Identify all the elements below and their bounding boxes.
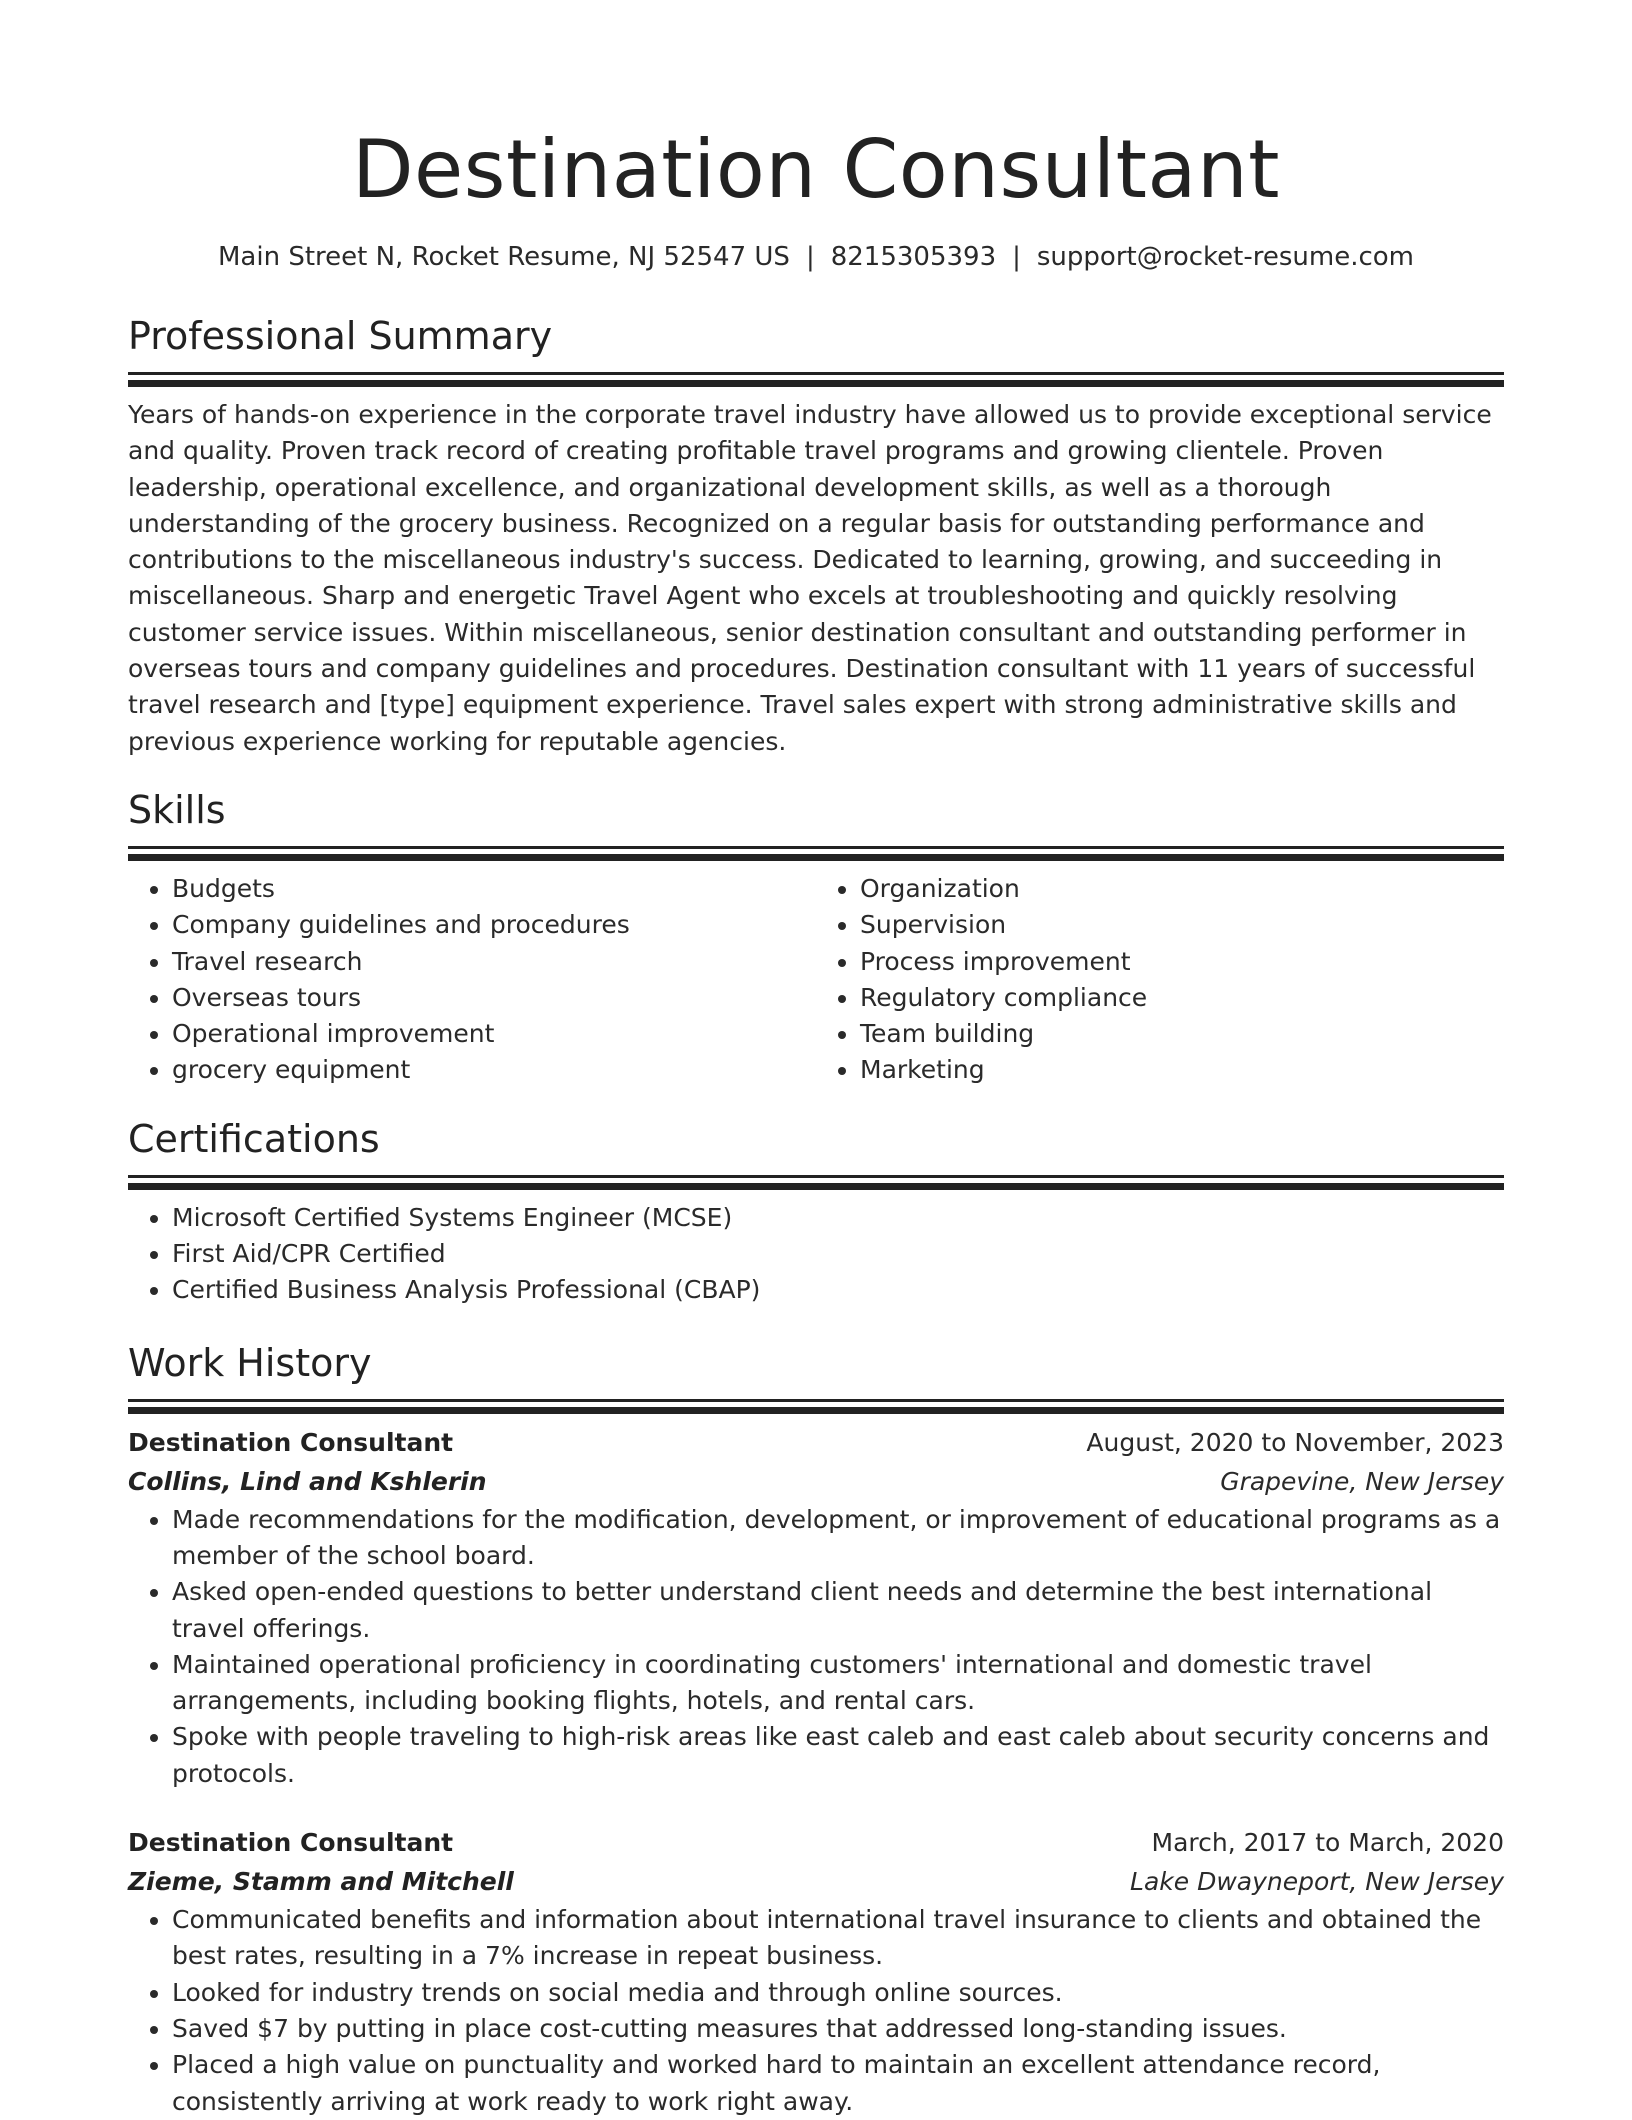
- job-location: Lake Dwayneport, New Jersey: [1130, 1867, 1504, 1897]
- job-bullet: • Communicated benefits and information about international travel insurance to clients and obtained the best rates, resulting in a 7% increase in repeat business.: [172, 1902, 1504, 1975]
- skills-section: [128, 786, 1504, 1089]
- skill-item: • Organization: [860, 871, 1504, 907]
- certifications-section: [128, 1115, 1504, 1309]
- skill-item: • Travel research: [172, 944, 816, 980]
- job-bullet: • Asked open-ended questions to better understand client needs and determine the best international travel offerings.: [172, 1574, 1504, 1647]
- job-dates: March, 2017 to March, 2020: [1151, 1828, 1504, 1858]
- job-subheader: [128, 1862, 1504, 1902]
- skills-grid: [128, 871, 1504, 1089]
- certifications-list: [128, 1200, 1504, 1309]
- resume-name: Destination Consultant: [351, 123, 1281, 216]
- contact-line: [128, 240, 1504, 274]
- section-title-certifications: Certifications: [128, 1116, 380, 1161]
- contact-separator: |: [1012, 242, 1021, 272]
- section-title-skills: Skills: [128, 787, 226, 832]
- summary-text: Years of hands-on experience in the corporate travel industry have allowed us to provide exceptional service and quality. Proven track record of creating profitable travel programs and growing clientele. Proven leadership, operational excellence, and organizational development skills, as well as a thorough understanding of the grocery business. Recognized on a regular basis for outstanding performance and contributions to the miscellaneous industry's success. Dedicated to learning, growing, and succeeding in miscellaneous. Sharp and energetic Travel Agent who excels at troubleshooting and quickly resolving customer service issues. Within miscellaneous, senior destination consultant and outstanding performer in overseas tours and company guidelines and procedures. Destination consultant with 11 years of successful travel research and [type] equipment experience. Travel sales expert with strong administrative skills and previous experience working for reputable agencies.: [128, 400, 1492, 756]
- job-header: [128, 1824, 1504, 1862]
- job-header: [128, 1424, 1504, 1462]
- job-dates: August, 2020 to November, 2023: [1086, 1427, 1504, 1457]
- skill-item: • Operational improvement: [172, 1016, 816, 1052]
- certification-item: • First Aid/CPR Certified: [172, 1236, 1504, 1272]
- job-company: Zieme, Stamm and Mitchell: [128, 1867, 514, 1897]
- skill-item: • grocery equipment: [172, 1052, 816, 1088]
- job-company: Collins, Lind and Kshlerin: [128, 1466, 487, 1496]
- skills-column-left: [128, 871, 816, 1089]
- skill-item: • Budgets: [172, 871, 816, 907]
- contact-address: Main Street N, Rocket Resume, NJ 52547 US: [218, 242, 790, 272]
- job-title: Destination Consultant: [128, 1828, 454, 1858]
- section-divider: [128, 372, 1504, 375]
- contact-separator: |: [805, 242, 815, 272]
- skill-item: • Supervision: [860, 907, 1504, 943]
- job-bullet: • Made recommendations for the modification, development, or improvement of educational programs as a member of the school board.: [172, 1502, 1504, 1575]
- skills-list-right: [816, 871, 1504, 1089]
- summary-section: [128, 312, 1504, 760]
- skill-item: • Overseas tours: [172, 980, 816, 1016]
- skill-item: • Team building: [860, 1016, 1504, 1052]
- section-divider: [128, 846, 1504, 849]
- job-entry: [128, 1424, 1504, 1792]
- skills-column-right: [816, 871, 1504, 1089]
- skill-item: • Process improvement: [860, 944, 1504, 980]
- skills-list-left: [128, 871, 816, 1089]
- certification-item: • Microsoft Certified Systems Engineer (MCSE): [172, 1200, 1504, 1236]
- section-divider: [128, 1399, 1504, 1402]
- skill-item: • Company guidelines and procedures: [172, 907, 816, 943]
- job-bullet: • Looked for industry trends on social media and through online sources.: [172, 1975, 1504, 2011]
- job-bullet-list: [128, 1502, 1504, 1792]
- job-location: Grapevine, New Jersey: [1220, 1466, 1504, 1496]
- skill-item: • Marketing: [860, 1052, 1504, 1088]
- section-divider: [128, 1175, 1504, 1178]
- job-bullet: • Maintained operational proficiency in coordinating customers' international and domestic travel arrangements, including booking flights, hotels, and rental cars.: [172, 1647, 1504, 1720]
- job-title: Destination Consultant: [128, 1427, 454, 1457]
- contact-phone: 8215305393: [830, 242, 997, 272]
- section-title-work-history: Work History: [128, 1340, 372, 1385]
- job-bullet: • Spoke with people traveling to high-risk areas like east caleb and east caleb about security concerns and protocols.: [172, 1719, 1504, 1792]
- job-subheader: [128, 1462, 1504, 1502]
- section-title-summary: Professional Summary: [128, 314, 553, 358]
- job-bullet: • Saved $7 by putting in place cost-cutting measures that addressed long-standing issues.: [172, 2011, 1504, 2047]
- certification-item: • Certified Business Analysis Professional (CBAP): [172, 1272, 1504, 1308]
- job-entry: [128, 1824, 1504, 2120]
- contact-email: support@rocket-resume.com: [1036, 242, 1414, 272]
- work-history-section: [128, 1339, 1504, 2120]
- job-bullet-list: [128, 1902, 1504, 2120]
- skill-item: • Regulatory compliance: [860, 980, 1504, 1016]
- job-bullet: • Placed a high value on punctuality and worked hard to maintain an excellent attendance record, consistently arriving at work ready to work right away.: [172, 2047, 1504, 2120]
